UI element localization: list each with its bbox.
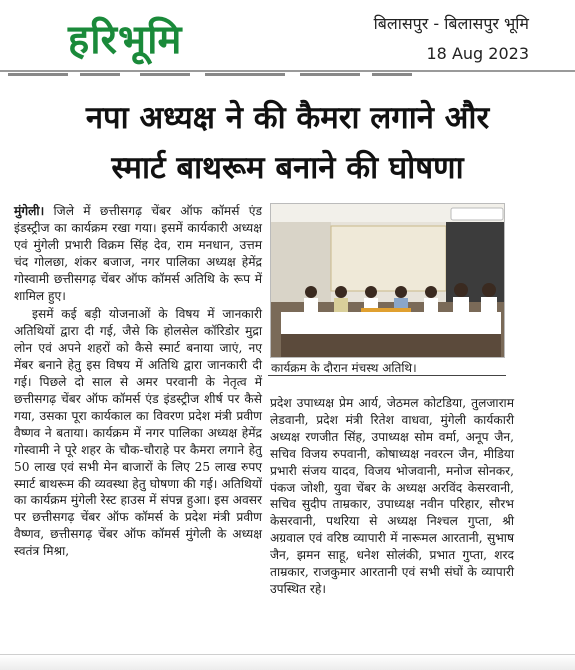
- bottom-clipped-strip: [0, 654, 575, 670]
- newspaper-logo: हरिभूमि: [68, 17, 183, 63]
- photo-caption: कार्यक्रम के दौरान मंचस्थ अतिथि।: [268, 359, 506, 376]
- event-photo: [270, 203, 505, 358]
- article-column-left: [14, 203, 262, 562]
- event-photo-illustration: [271, 204, 505, 358]
- dateline: मुंगेली।: [14, 204, 45, 218]
- headline-line-1: नपा अध्यक्ष ने की कैमरा लगाने और: [85, 100, 490, 136]
- paragraph-1-text: जिले में छत्तीसगढ़ चेंबर ऑफ कॉमर्स एंड इंडस्ट्रीज का कार्यक्रम रखा गया। इसमें कार्यकारी अध्यक्ष एवं मुंगेली प्रभारी विक्रम सिंह देव, राम मनधान, उत्तम चंद गोलछा, शंकर बजाज, नगर पालिका अध्यक्ष हेमेंद्र गोस्वामी छत्तीसगढ़ चेंबर ऑफ कॉमर्स अतिथि के रूप में शामिल हुए।: [14, 204, 263, 303]
- headline-line-2: स्मार्ट बाथरूम बनाने की घोषणा: [111, 150, 464, 186]
- clipped-previous-text: [0, 72, 575, 82]
- edition-label: बिलासपुर - बिलासपुर भूमि: [373, 14, 529, 33]
- article-column-right: [270, 395, 514, 600]
- article-paragraph-2: इसमें कई बड़ी योजनाओं के विषय में जानकारी अतिथियों द्वारा दी गई, जैसे कि होलसेल कॉरिडोर मुद्रा लोन एवं अपने शहरों को कैसे स्मार्ट बनाया जाएं, नए मेंबर बनाने हेतु इस विषय में अतिथि द्वारा जानकारी दी गई। पिछले दो साल से अमर परवानी के नेतृत्व में छत्तीसगढ़ चेंबर ऑफ कॉमर्स एंड इंडस्ट्रीज शीर्ष पर कैसे गया, उसका पूरा कार्यकाल का विवरण प्रदेश मंत्री प्रवीण वैष्णव ने बताया। कार्यक्रम में नगर पालिका अध्यक्ष हेमेंद्र गोस्वामी ने पूरे शहर के चौक-चौराहे पर कैमरा लगाने हेतु 50 लाख एवं सभी मेन बाजारों के लिए 25 लाख रुपए स्मार्ट बाथरूम की व्यवस्था हेतु घोषणा की गई। अतिथियों का कार्यक्रम मुंगेली रेस्ट हाउस में संपन्न हुआ। इस अवसर पर छत्तीसगढ़ चेंबर ऑफ कॉमर्स के प्रदेश मंत्री प्रवीण वैष्णव, छत्तीसगढ़ चेंबर ऑफ कॉमर्स मुंगेली के अध्यक्ष स्वतंत्र मिश्रा,: [14, 307, 262, 559]
- publication-date: 18 Aug 2023: [426, 44, 529, 63]
- article-paragraph-3: प्रदेश उपाध्यक्ष प्रेम आर्य, जेठमल कोटडिया, तुलजाराम लेडवानी, प्रदेश मंत्री रितेश वाधवा, मुंगेली कार्यकारी अध्यक्ष रणजीत सिंह, उपाध्यक्ष सोम वर्मा, अनूप जैन, सचिव विजय रुपवानी, कोषाध्यक्ष नवरत्न जैन, मीडिया प्रभारी संजय यादव, विजय भोजवानी, मनोज सोनकर, पंकज जोशी, युवा चेंबर के अध्यक्ष अरविंद केसरवानी, सचिव सुदीप ताम्रकार, उपाध्यक्ष नवीन परिहार, सौरभ केसरवानी, पथरिया से अध्यक्ष निश्चल गुप्ता, श्री अग्रवाल एवं वरिष्ठ व्यापारी में नारूमल आरतानी, सुभाष जैन, झमन साहू, धनेश सोलंकी, प्रभात गुप्ता, शरद ताम्रकार, राजकुमार आरतानी एवं सभी संघों के व्यापारी उपस्थित रहे।: [270, 396, 514, 596]
- article-paragraph-1: [14, 203, 262, 304]
- masthead: [0, 0, 575, 72]
- clipped-text-fragment: [0, 72, 575, 82]
